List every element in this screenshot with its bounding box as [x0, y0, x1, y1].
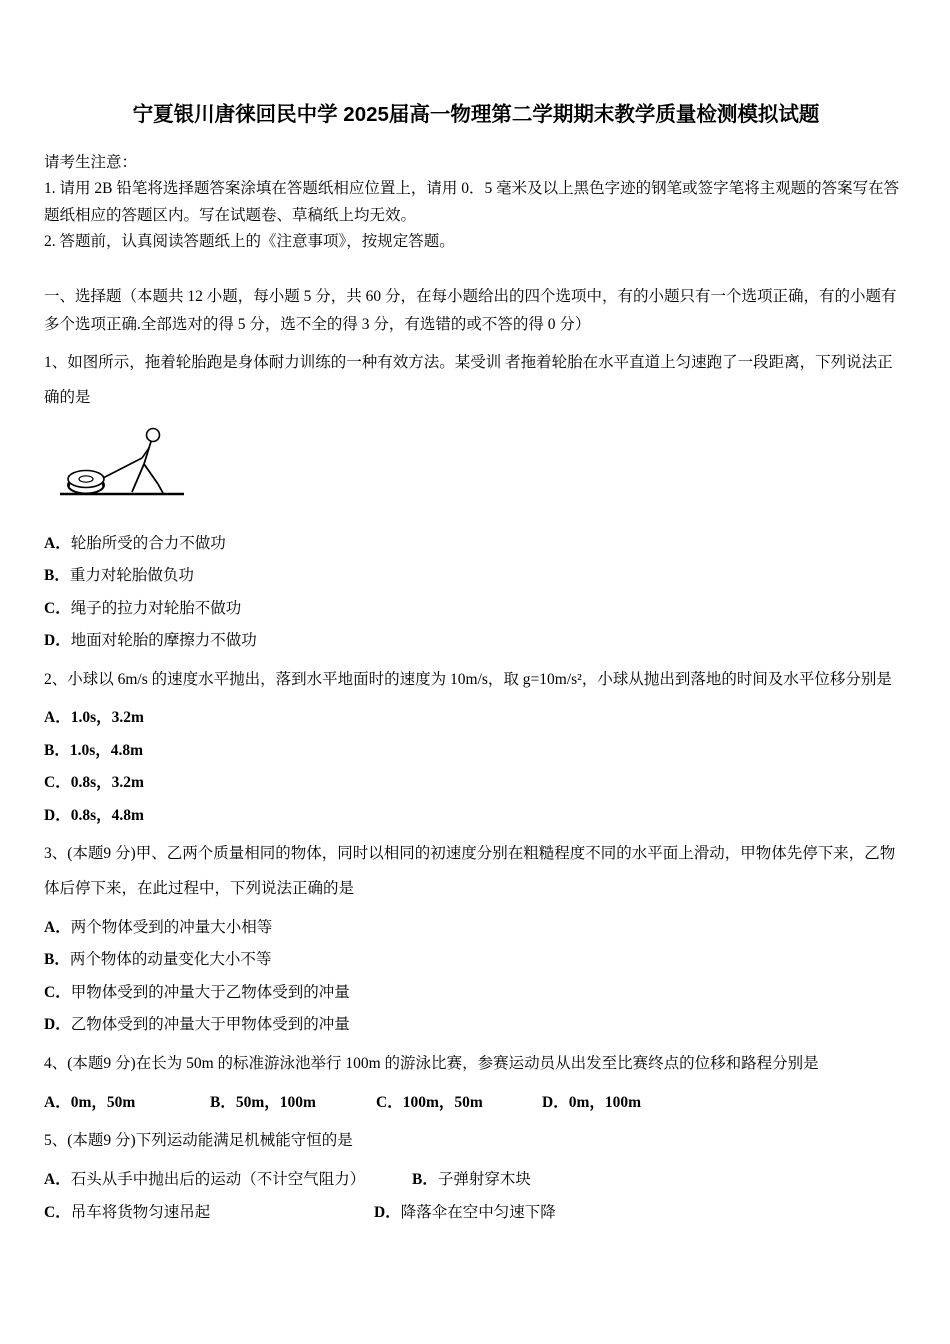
option-text: 两个物体受到的冲量大小相等 [70, 919, 273, 936]
option-text: 乙物体受到的冲量大于甲物体受到的冲量 [70, 1016, 350, 1034]
notice-item-1: 1. 请用 2B 铅笔将选择题答案涂填在答题纸相应位置上，请用 0．5 毫米及以上黑色字迹的钢笔或签字笔将主观题的答案写在答题纸相应的答题区内。写在试题卷、草稿纸上均无效。 [44, 180, 900, 224]
paper-title: 宁夏银川唐徕回民中学 2025届高一物理第二学期期末教学质量检测模拟试题 [132, 103, 820, 126]
section-1-header: 一、选择题（本题共 12 小题，每小题 5 分，共 60 分，在每小题给出的四个选项中，有的小题只有一个选项正确，有的小题有多个选项正确.全部选对的得 5 分，选不全的得 3 分，有选错的或不答的得 0 分） [44, 288, 897, 333]
question-1-stem: 1、如图所示，拖着轮胎跑是身体耐力训练的一种有效方法。某受训 者拖着轮胎在水平直道上匀速跑了一段距离，下列说法正确的是 [44, 353, 893, 406]
option-text: 50m，100m [235, 1093, 316, 1111]
option-text: 绳子的拉力对轮胎不做功 [70, 599, 242, 617]
notice-header: 请考生注意： [44, 154, 138, 171]
question-4 [44, 1047, 908, 1114]
question-3-option-a [44, 917, 908, 939]
question-4-option-d [542, 1092, 708, 1114]
option-text: 石头从手中抛出后的运动（不计空气阻力） [70, 1171, 366, 1189]
question-5-options-row-2 [44, 1202, 908, 1224]
question-4-options [44, 1092, 908, 1114]
question-2-stem: 2、小球以 6m/s 的速度水平抛出，落到水平地面时的速度为 10m/s，取 g=10m/s²，小球从抛出到落地的时间及水平位移分别是 [44, 670, 892, 688]
option-label: D． [44, 806, 71, 824]
option-label: B． [44, 741, 70, 759]
option-text: 0m，100m [568, 1093, 642, 1111]
option-label: D． [542, 1093, 569, 1111]
question-1 [44, 346, 908, 653]
option-text: 1.0s，3.2m [70, 709, 144, 727]
question-2-option-b [44, 740, 908, 762]
question-3 [44, 837, 908, 1037]
question-2-option-a [44, 707, 908, 729]
question-1-option-b [44, 565, 908, 587]
option-text: 重力对轮胎做负功 [69, 567, 194, 585]
option-text: 100m，50m [402, 1093, 483, 1111]
question-5 [44, 1124, 908, 1224]
question-3-option-c [44, 982, 908, 1004]
question-2-option-c [44, 772, 908, 794]
question-5-option-a [44, 1169, 412, 1191]
question-3-option-d [44, 1014, 908, 1036]
option-label: C． [44, 774, 71, 792]
question-1-option-a [44, 533, 908, 555]
option-label: C． [44, 599, 71, 617]
option-text: 0.8s，3.2m [70, 774, 144, 792]
question-5-options-row-1 [44, 1169, 908, 1191]
option-label: D． [374, 1203, 401, 1221]
option-label: B． [44, 951, 70, 969]
question-2-option-d [44, 805, 908, 827]
option-label: B． [44, 567, 70, 585]
option-text: 吊车将货物匀速吊起 [70, 1203, 211, 1221]
option-label: C． [44, 983, 71, 1001]
question-5-option-c [44, 1202, 374, 1224]
option-label: C． [376, 1093, 403, 1111]
question-5-option-b [412, 1171, 531, 1188]
option-text: 甲物体受到的冲量大于乙物体受到的冲量 [70, 983, 350, 1001]
candidate-notice [44, 149, 908, 256]
question-5-option-d [374, 1204, 556, 1221]
question-5-stem: 5、(本题9 分)下列运动能满足机械能守恒的是 [44, 1132, 353, 1150]
option-label: A． [44, 709, 71, 727]
person-pulling-tire-figure [56, 422, 908, 509]
option-label: D． [44, 1016, 71, 1034]
option-label: A． [44, 919, 71, 936]
question-4-option-b [210, 1092, 376, 1114]
option-text: 两个物体的动量变化大小不等 [69, 951, 272, 969]
option-label: A． [44, 1171, 71, 1189]
option-label: A． [44, 1093, 71, 1111]
option-text: 1.0s，4.8m [69, 741, 144, 759]
person-pulling-tire-svg [56, 422, 188, 504]
option-label: D． [44, 632, 71, 650]
option-text: 地面对轮胎的摩擦力不做功 [70, 632, 257, 650]
question-3-option-b [44, 949, 908, 971]
option-label: A． [44, 534, 71, 552]
question-4-option-a [44, 1092, 210, 1114]
question-4-option-c [376, 1092, 542, 1114]
option-text: 0.8s，4.8m [70, 806, 144, 824]
option-text: 降落伞在空中匀速下降 [400, 1203, 556, 1221]
option-label: C． [44, 1203, 71, 1221]
option-label: B． [412, 1171, 438, 1189]
question-1-option-c [44, 598, 908, 620]
option-label: B． [210, 1093, 236, 1111]
option-text: 子弹射穿木块 [437, 1171, 531, 1189]
question-1-option-d [44, 630, 908, 652]
question-2 [44, 663, 908, 828]
question-4-stem: 4、(本题9 分)在长为 50m 的标准游泳池举行 100m 的游泳比赛，参赛运动员从出发至比赛终点的位移和路程分别是 [44, 1054, 819, 1072]
option-text: 轮胎所受的合力不做功 [70, 534, 226, 552]
notice-item-2: 2. 答题前，认真阅读答题纸上的《注意事项》，按规定答题。 [44, 233, 455, 251]
question-3-stem: 3、(本题9 分)甲、乙两个质量相同的物体，同时以相同的初速度分别在粗糙程度不同的水平面上滑动，甲物体先停下来，乙物体后停下来，在此过程中，下列说法正确的是 [44, 845, 896, 898]
option-text: 0m，50m [70, 1093, 136, 1111]
